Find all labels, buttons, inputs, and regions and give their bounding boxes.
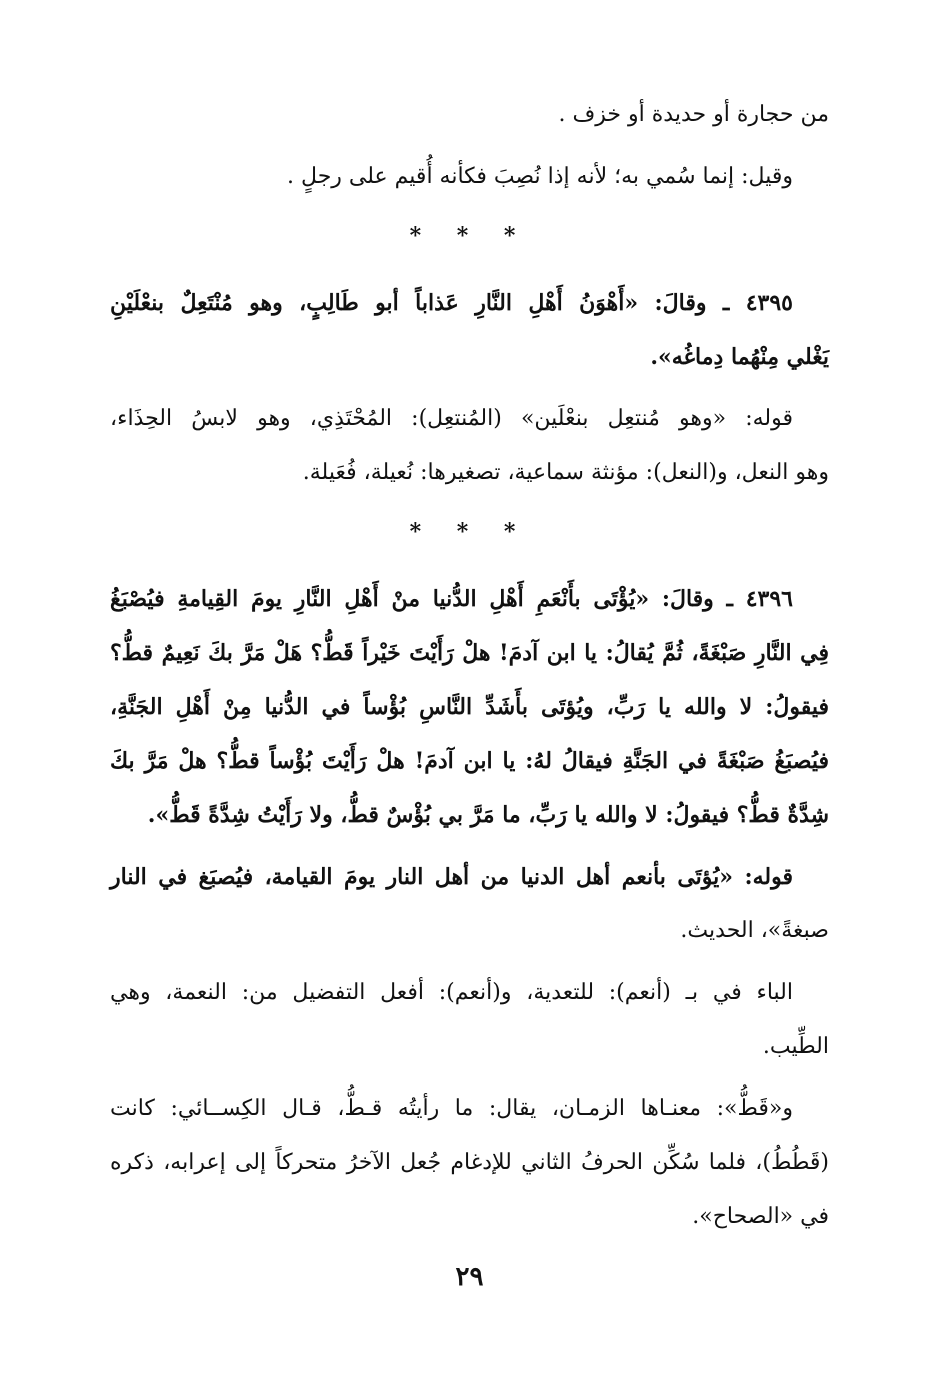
text-line: و«قَطُّ»: معنـاها الزمـان، يقال: ما رأيتُه قـطُّ، قـال الكِســائي: كانت	[110, 1096, 793, 1121]
hadith-4395	[110, 276, 829, 384]
text-line: صبغةً»، الحديث.	[680, 918, 829, 943]
text-line: فيُصبَغُ صَبْغَةً في الجَنَّةِ فيقالُ لهُ: يا ابن آدمَ! هلْ رَأَيْتَ بُؤْساً قطُّ؟ هلْ مَرَّ بكَ	[110, 748, 829, 774]
commentary-4396	[110, 850, 829, 958]
section-separator: * * *	[409, 223, 530, 249]
text-line: يَغْلي مِنْهُما دِماغُه».	[650, 344, 829, 370]
paragraph-qeela	[110, 150, 829, 204]
paragraph-qatt	[110, 1082, 829, 1244]
page-number: ٢٩	[455, 1262, 484, 1292]
text-line: شِدَّةٌ قطُّ؟ فيقولُ: لا والله يا رَبِّ، ما مَرَّ بي بُؤْسٌ قطُّ، ولا رَأَيْتُ شِدَّةً قَطُّ».	[147, 802, 829, 828]
text-line: في «الصحاح».	[692, 1204, 829, 1229]
text-line: من حجارة أو حديدة أو خزف .	[558, 102, 829, 127]
paragraph-hajara	[110, 88, 829, 142]
text-line: فيقولُ: لا والله يا رَبِّ، ويُؤتَى بأَشَدِّ النَّاسِ بُؤْساً في الدُّنيا مِنْ أَهْلِ الجَنَّةِ،	[110, 694, 829, 720]
text-line: قوله: «يُؤتَى بأنعم أهل الدنيا من أهل النار يومَ القيامة، فيُصبَغ في النار	[110, 864, 793, 890]
paragraph-baa	[110, 966, 829, 1074]
text-line: وقيل: إنما سُمي به؛ لأنه إذا نُصِبَ فكأنه أُقيم على رجلٍ .	[287, 164, 793, 189]
commentary-4395	[110, 392, 829, 500]
text-line: الطِّيب.	[762, 1034, 829, 1059]
text-line: ٤٣٩٥ ـ وقالَ: «أَهْوَنُ أَهْلِ النَّارِ عَذاباً أبو طَالِبٍ، وهو مُنْتَعِلٌ بنعْلَيْنِ	[110, 290, 793, 316]
text-line: وهو النعل، و(النعل): مؤنثة سماعية، تصغيرها: نُعيلة، فُعَيلة.	[302, 460, 829, 485]
text-line: ٤٣٩٦ ـ وقالَ: «يُؤْتَى بأَنْعَمِ أَهْلِ الدُّنيا منْ أَهْلِ النَّارِ يومَ القِيامةِ فيُصْبَغُ	[110, 586, 793, 612]
text-line: (قَطُطُ)، فلما سُكِّن الحرفُ الثاني للإدغام جُعل الآخرُ متحركاً إلى إعرابه، ذكره	[110, 1150, 830, 1175]
text-line: فِي النَّارِ صَبْغَةً، ثُمَّ يُقالُ: يا ابن آدمَ! هلْ رَأَيْتَ خَيْراً قَطُّ؟ هَلْ مَرَّ بكَ نَعِيمٌ قطُّ؟	[110, 640, 829, 666]
text-line: الباء في بـ (أنعم): للتعدية، و(أنعم): أفعل التفضيل من: النعمة، وهي	[110, 980, 793, 1005]
text-line: قوله: «وهو مُنتعِل بنعْلَين» (المُنتعِل): المُحْتَذِي، وهو لابسُ الحِذَاء،	[110, 406, 793, 431]
hadith-4396	[110, 572, 829, 842]
section-separator: * * *	[409, 519, 530, 545]
